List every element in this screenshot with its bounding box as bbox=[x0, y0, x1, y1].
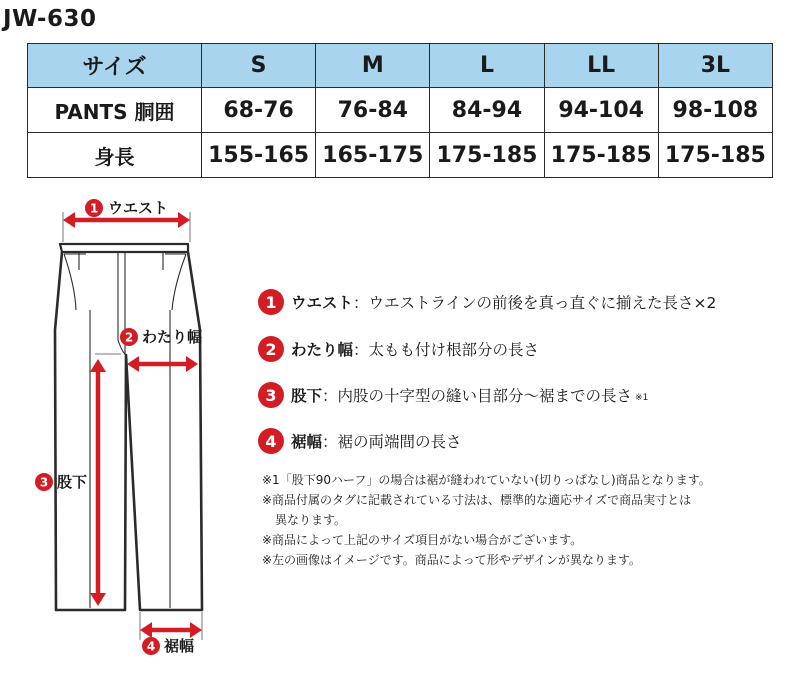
legend-number: 4 bbox=[258, 428, 284, 454]
note-line: ※商品付属のタグに記載されている寸法は、標準的な適応サイズで商品実寸とは bbox=[262, 493, 692, 507]
pants-diagram bbox=[0, 190, 250, 676]
inseam-arrow bbox=[90, 354, 121, 606]
thigh-width-arrow bbox=[127, 356, 198, 372]
label-number: 1 bbox=[89, 201, 99, 216]
table-cell: 175-185 bbox=[658, 133, 772, 178]
legend-item-inseam bbox=[258, 380, 648, 410]
model-code: JW-630 bbox=[3, 6, 97, 32]
note-line: ※商品によって上記のサイズ項目がない場合がございます。 bbox=[262, 533, 583, 547]
size-table bbox=[27, 43, 773, 178]
legend-item-hem bbox=[258, 426, 462, 456]
label-text: わたり幅 bbox=[142, 328, 203, 346]
note-line: ※1「股下90ハーフ」の場合は裾が縫われていない(切りっぱなし)商品となります。 bbox=[262, 473, 711, 487]
label-text: ウエスト bbox=[108, 199, 169, 217]
table-cell: 84-94 bbox=[430, 88, 544, 133]
legend-desc: ：裾の両端間の長さ bbox=[322, 433, 462, 451]
size-header-cell: L bbox=[430, 44, 544, 88]
hem-width-arrow bbox=[140, 612, 202, 640]
table-cell: 155-165 bbox=[202, 133, 316, 178]
table-cell: 165-175 bbox=[316, 133, 430, 178]
diagram-label-thigh bbox=[120, 328, 202, 346]
legend-item-waist bbox=[258, 287, 716, 317]
legend-term: ウエスト bbox=[291, 294, 354, 312]
legend-desc: ：内股の十字型の縫い目部分〜裾までの長さ bbox=[322, 387, 633, 405]
size-header-cell: S bbox=[202, 44, 316, 88]
size-header-label: サイズ bbox=[28, 44, 202, 88]
label-number: 3 bbox=[39, 475, 49, 490]
legend-footnote-mark: ※1 bbox=[635, 393, 649, 403]
size-header-cell: 3L bbox=[658, 44, 772, 88]
legend-number: 2 bbox=[258, 336, 284, 362]
label-text: 裾幅 bbox=[164, 637, 195, 655]
table-row bbox=[28, 133, 773, 178]
note-line: ※左の画像はイメージです。商品によって形やデザインが異なります。 bbox=[262, 553, 641, 567]
table-row bbox=[28, 88, 773, 133]
legend-term: 股下 bbox=[291, 387, 323, 405]
row-label-waist: PANTS 胴囲 bbox=[28, 88, 202, 133]
label-text: 股下 bbox=[57, 473, 88, 491]
table-cell: 76-84 bbox=[316, 88, 430, 133]
table-cell: 175-185 bbox=[430, 133, 544, 178]
size-header-row bbox=[28, 44, 773, 88]
row-label-height: 身長 bbox=[28, 133, 202, 178]
label-number: 4 bbox=[146, 639, 156, 654]
legend-desc: ：ウエストラインの前後を真っ直ぐに揃えた長さ×2 bbox=[353, 294, 717, 312]
legend-desc: ：太もも付け根部分の長さ bbox=[353, 341, 540, 359]
legend-item-thigh bbox=[258, 334, 539, 364]
notes bbox=[262, 470, 792, 570]
table-cell: 98-108 bbox=[658, 88, 772, 133]
table-cell: 94-104 bbox=[544, 88, 658, 133]
legend-number: 3 bbox=[258, 382, 284, 408]
pants-diagram-svg bbox=[0, 190, 250, 676]
table-cell: 175-185 bbox=[544, 133, 658, 178]
diagram-label-inseam bbox=[35, 473, 87, 491]
legend-term: 裾幅 bbox=[291, 433, 323, 451]
diagram-label-hem bbox=[142, 637, 194, 655]
table-cell: 68-76 bbox=[202, 88, 316, 133]
size-header-cell: LL bbox=[544, 44, 658, 88]
diagram-label-waist bbox=[85, 199, 168, 217]
note-line: 異なります。 bbox=[275, 513, 347, 527]
size-header-cell: M bbox=[316, 44, 430, 88]
pants-outline bbox=[55, 244, 202, 610]
legend-term: わたり幅 bbox=[291, 341, 354, 359]
legend-number: 1 bbox=[258, 289, 284, 315]
label-number: 2 bbox=[124, 330, 134, 345]
